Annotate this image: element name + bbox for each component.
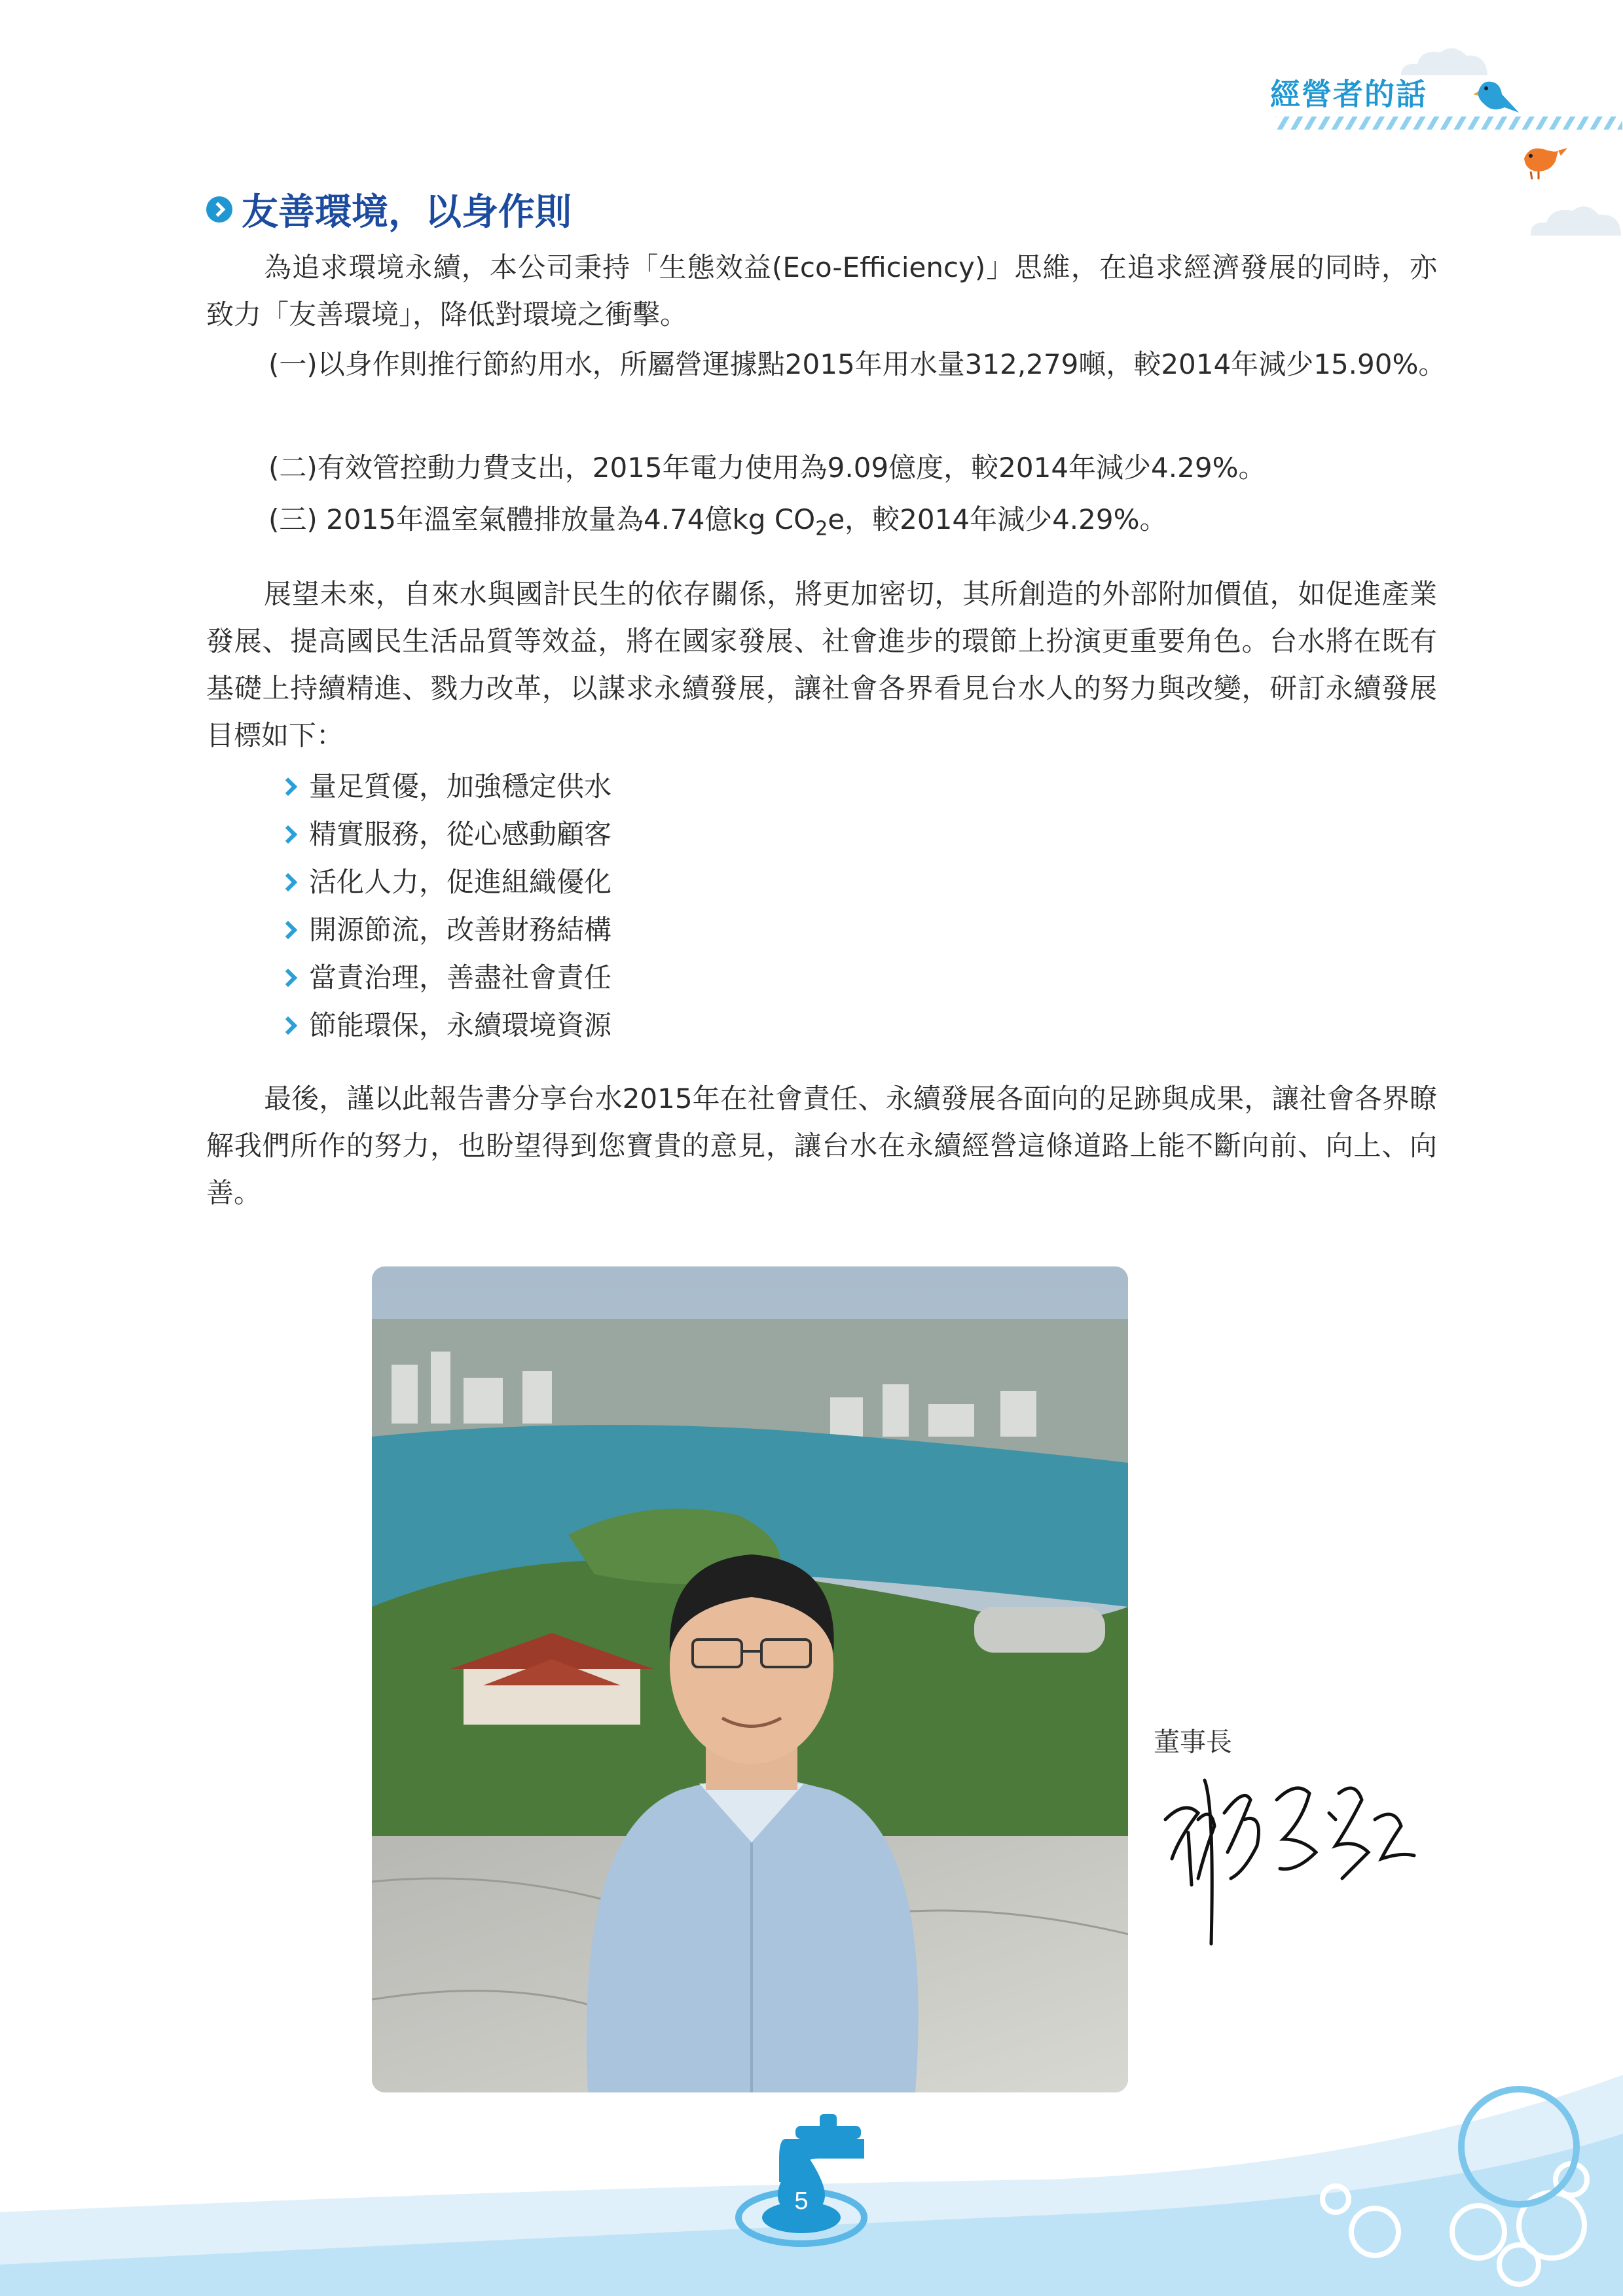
chevron-right-icon <box>279 825 297 844</box>
goal-item: 當責治理，善盡社會責任 <box>282 961 611 995</box>
signature <box>1152 1741 1440 1957</box>
page-number: 5 <box>794 2187 809 2215</box>
header-stripe <box>1275 117 1622 130</box>
list-item: (三) 2015年溫室氣體排放量為4.74億kg $CO_2e$，較2014年減少4.29%。 <box>268 503 1167 541</box>
chairman-title: 董事長 <box>1154 1727 1232 1757</box>
closing-paragraph: 最後，謹以此報告書分享台水2015年在社會責任、永續發展各面向的足跡與成果，讓社會各界瞭解我們所作的努力，也盼望得到您寶貴的意見，讓台水在永續經營這條道路上能不斷向前、向上、向善。 <box>206 1083 1437 1209</box>
list-item: (二)有效管控動力費支出，2015年電力使用為9.09億度，較2014年減少4.29%。 <box>268 452 1266 484</box>
goal-item: 活化人力，促進組織優化 <box>282 865 611 899</box>
chevron-right-icon <box>279 1016 297 1035</box>
header-title: 經營者的話 <box>1270 77 1427 112</box>
chevron-right-icon <box>279 778 297 796</box>
bird-orange-icon <box>1518 139 1570 181</box>
goal-item: 量足質優，加強穩定供水 <box>282 770 611 804</box>
chairman-photo <box>372 1266 1128 2092</box>
chevron-right-icon <box>206 196 232 223</box>
bird-blue-icon <box>1473 72 1525 121</box>
goal-item: 精實服務，從心感動顧客 <box>282 817 611 852</box>
bottom-wave-decoration <box>0 2016 1623 2296</box>
section-heading-text: 友善環境，以身作則 <box>242 191 572 234</box>
outlook-paragraph: 展望未來，自來水與國計民生的依存關係，將更加密切，其所創造的外部附加價值，如促進產業發展、提高國民生活品質等效益，將在國家發展、社會進步的環節上扮演更重要角色。台水將在既有基礎上持續精進、戮力改革，以謀求永續發展，讓社會各界看見台水人的努力與改變，研訂永續發展目標如下： <box>206 578 1437 751</box>
goal-item: 開源節流，改善財務結構 <box>282 913 611 947</box>
chevron-right-icon <box>279 969 297 987</box>
goal-item: 節能環保，永續環境資源 <box>282 1009 611 1043</box>
list-item: (一)以身作則推行節約用水，所屬營運據點2015年用水量312,279噸，較2014年減少15.90%。 <box>268 348 1446 380</box>
intro-paragraph: 為追求環境永續，本公司秉持「生態效益(Eco-Efficiency)」思維，在追求經濟發展的同時，亦致力「友善環境」，降低對環境之衝擊。 <box>206 251 1437 331</box>
chevron-right-icon <box>279 873 297 891</box>
chevron-right-icon <box>279 921 297 939</box>
cloud-icon <box>1525 196 1623 237</box>
section-heading <box>206 183 572 236</box>
